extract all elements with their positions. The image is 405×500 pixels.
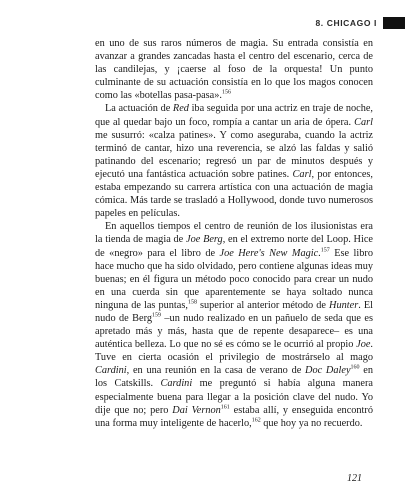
paragraph xyxy=(95,102,373,220)
text-run: . El nudo de Berg xyxy=(95,299,373,324)
text-run: me preguntó si había alguna manera especialmente buena para llegar a la posición clave del nudo. Yo dije que no; pero xyxy=(95,378,373,416)
italic-name: Joe Berg xyxy=(186,234,223,246)
text-run: , en una reunión en la casa de verano de xyxy=(126,365,306,377)
footnote-ref: 159 xyxy=(151,312,161,319)
paragraph xyxy=(95,37,373,102)
text-run: , en el extremo norte del Loop. Hice de «negro» para el libro de xyxy=(95,234,373,259)
footnote-ref: 157 xyxy=(320,247,330,254)
text-run: En aquellos tiempos el centro de reunión de los ilusionistas era la tienda de magia de xyxy=(95,221,373,246)
footnote-ref: 162 xyxy=(251,417,261,424)
paragraph xyxy=(95,220,373,430)
chapter-title: 8. CHICAGO I xyxy=(315,18,377,28)
italic-name: Cardini xyxy=(160,378,193,390)
italic-name: Carl xyxy=(354,116,373,128)
italic-name: Cardini xyxy=(95,365,127,377)
italic-name: Hunter xyxy=(329,299,359,311)
italic-name: Doc Daley xyxy=(305,365,351,377)
italic-name: Carl xyxy=(292,168,312,180)
italic-name: Joe xyxy=(356,339,371,351)
footnote-ref: 156 xyxy=(221,89,231,96)
footnote-ref: 160 xyxy=(350,364,360,371)
footnote-ref: 158 xyxy=(187,299,197,306)
text-run: me susurró: «calza patines». Y como aseguraba, cuando la actriz terminó de cantar, hizo una reverencia, se alzó las faldas y salió patinando del escenario; regresó un par de minutos después y ejecutó una fantástica actuación sobre patines. xyxy=(95,129,373,180)
text-run: , por entonces, estaba empezando su carrera artística con una actuación de magia cómica. Más tarde se trasladó a Hollywood, donde tuvo numerosos papeles en películas. xyxy=(95,168,374,220)
page-number: 121 xyxy=(347,473,362,484)
text-run: en uno de sus raros números de magia. Su entrada consistía en avanzar a grandes zancadas hasta el centro del escenario, cerca de las candilejas, y ¡caerse al foso de la orquesta! Un punto culminante de su actuación consistía en lo que los magos conocen como las «botellas pasa-pasa». xyxy=(95,38,373,102)
text-run: iba seguida por una actriz en traje de noche, que al quedar bajo un foco, rompía a cantar un aria de ópera. xyxy=(95,103,373,128)
text-run: Ese libro hace mucho que ha sido olvidado, pero contiene algunas ideas muy buenas; en él figura un método poco conocido para crear un nudo en una cuerda sin que aparentemente se haya soltado nunca ninguna de las puntas, xyxy=(95,247,373,311)
text-run: La actuación de xyxy=(105,103,173,115)
running-header xyxy=(315,16,405,30)
italic-name: Dai Vernon xyxy=(172,404,221,416)
footnote-ref: 161 xyxy=(220,404,230,411)
header-tab-mark xyxy=(383,17,405,29)
body-text xyxy=(95,37,373,430)
italic-name: Joe Here's New Magic xyxy=(219,247,319,259)
italic-name: Red xyxy=(172,103,189,115)
text-run: –un nudo realizado en un pañuelo de seda que es apretado más y más, hasta que de repente desaparece– es una auténtica belleza. Lo que no sé es cómo se le ocurrió al propio xyxy=(95,312,373,351)
text-run: que hoy ya no recuerdo. xyxy=(260,417,363,429)
text-run: . Tuve en cierta ocasión el privilegio de mostrárselo al mago xyxy=(95,339,373,364)
text-run: en los Catskills. xyxy=(95,365,373,390)
text-run: . xyxy=(318,247,321,259)
text-run: superior al anterior método de xyxy=(196,299,330,311)
text-run: estaba allí, y enseguida encontró una forma muy inteligente de hacerlo, xyxy=(95,404,373,429)
